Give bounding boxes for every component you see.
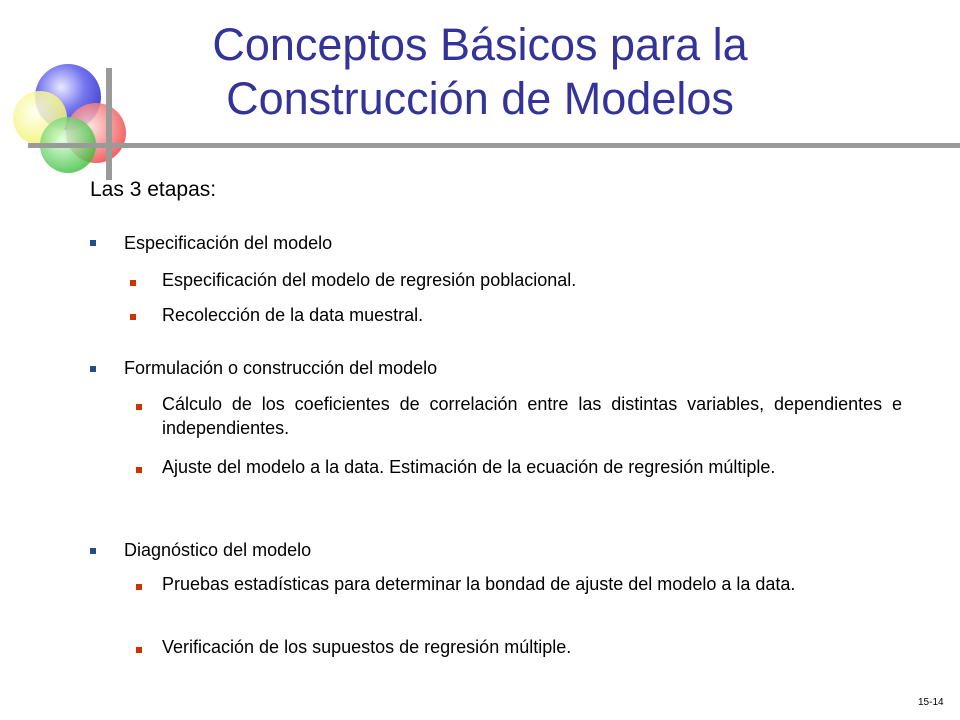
stage-1-subitem-2: Recolección de la data muestral. [162, 305, 424, 325]
page-number: 15-14 [918, 697, 944, 708]
square-bullet-icon [130, 280, 136, 286]
logo-horizontal-line [28, 143, 960, 148]
square-bullet-icon [90, 366, 96, 372]
stage-1-subitem-1: Especificación del modelo de regresión poblacional. [162, 270, 577, 290]
stage-3-label: Diagnóstico del modelo [124, 540, 312, 560]
slide-title-line-1: Conceptos Básicos para la [212, 19, 748, 70]
stage-3-subitem-1: Pruebas estadísticas para determinar la bondad de ajuste del modelo a la data. [162, 574, 796, 594]
stage-2-subitem-1: Cálculo de los coeficientes de correlación entre las distintas variables, dependientes e independientes. [162, 394, 902, 438]
square-bullet-icon [136, 467, 142, 473]
square-bullet-icon [136, 404, 142, 410]
intro-text: Las 3 etapas: [90, 178, 217, 201]
stage-2-label: Formulación o construcción del modelo [124, 358, 438, 378]
square-bullet-icon [130, 314, 136, 320]
logo-vertical-line [106, 68, 112, 180]
stage-3-subitem-2: Verificación de los supuestos de regresión múltiple. [162, 637, 572, 657]
square-bullet-icon [136, 647, 142, 653]
slide-title [150, 18, 810, 126]
square-bullet-icon [90, 548, 96, 554]
square-bullet-icon [136, 584, 142, 590]
slide-title-line-2: Construcción de Modelos [226, 73, 734, 124]
square-bullet-icon [90, 240, 96, 246]
stage-2-subitem-2: Ajuste del modelo a la data. Estimación de la ecuación de regresión múltiple. [162, 457, 776, 477]
stage-1-label: Especificación del modelo [124, 233, 333, 253]
